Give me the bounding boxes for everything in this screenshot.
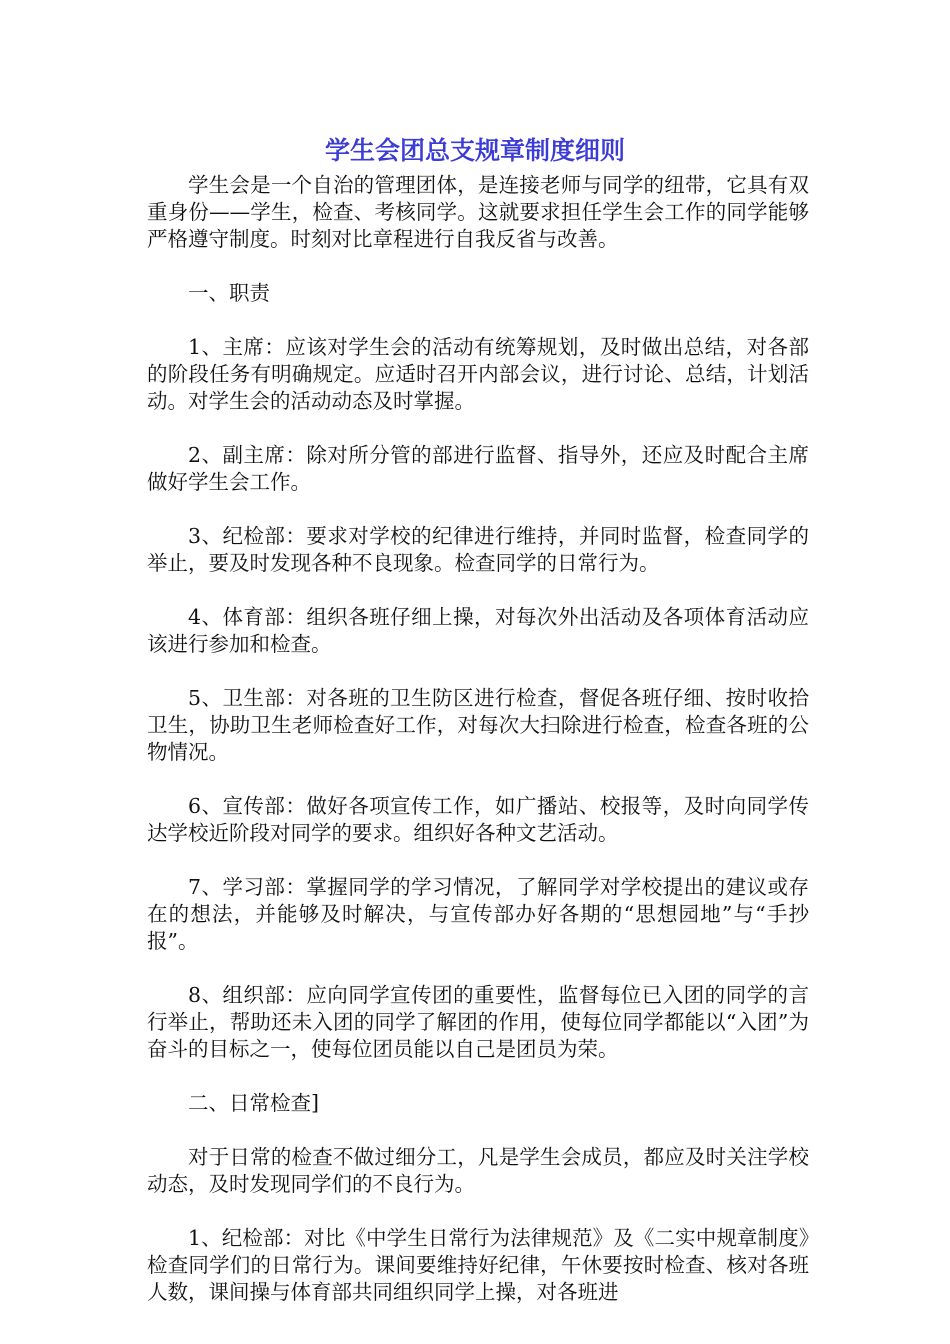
paragraph-publicity-dept: 6、宣传部：做好各项宣传工作，如广播站、校报等，及时向同学传达学校近阶段对同学的要求。组织好各种文艺活动。 [147, 794, 809, 845]
paragraph-study-dept: 7、学习部：掌握同学的学习情况，了解同学对学校提出的建议或存在的想法，并能够及时解决，与宣传部办好各期的“思想园地”与“手抄报”。 [147, 875, 809, 953]
paragraph-daily-inspection-intro: 对于日常的检查不做过细分工，凡是学生会成员，都应及时关注学校动态，及时发现同学们的不良行为。 [147, 1145, 809, 1196]
paragraph-organization-dept: 8、组织部：应向同学宣传团的重要性，监督每位已入团的同学的言行举止，帮助还未入团的同学了解团的作用，使每位同学都能以“入团”为奋斗的目标之一，使每位团员能以自己是团员为荣。 [147, 983, 809, 1061]
intro-paragraph: 学生会是一个自治的管理团体，是连接老师与同学的纽带，它具有双重身份——学生，检查、考核同学。这就要求担任学生会工作的同学能够严格遵守制度。时刻对比章程进行自我反省与改善。 [147, 173, 809, 251]
document-body [147, 172, 809, 1333]
paragraph-discipline-dept: 3、纪检部：要求对学校的纪律进行维持，并同时监督，检查同学的举止，要及时发现各种不良现象。检查同学的日常行为。 [147, 524, 809, 575]
section-heading-duties: 一、职责 [188, 281, 270, 305]
paragraph-vice-chairman: 2、副主席：除对所分管的部进行监督、指导外，还应及时配合主席做好学生会工作。 [147, 443, 809, 494]
paragraph-hygiene-dept: 5、卫生部：对各班的卫生防区进行检查，督促各班仔细、按时收拾卫生，协助卫生老师检查好工作，对每次大扫除进行检查，检查各班的公物情况。 [147, 686, 809, 764]
section-heading-daily-inspection: 二、日常检查] [188, 1091, 319, 1115]
paragraph-chairman: 1、主席：应该对学生会的活动有统筹规划，及时做出总结，对各部的阶段任务有明确规定。应适时召开内部会议，进行讨论、总结，计划活动。对学生会的活动动态及时掌握。 [147, 335, 809, 413]
document-title: 学生会团总支规章制度细则 [324, 136, 625, 165]
paragraph-sports-dept: 4、体育部：组织各班仔细上操，对每次外出活动及各项体育活动应该进行参加和检查。 [147, 605, 809, 656]
paragraph-discipline-inspection: 1、纪检部：对比《中学生日常行为法律规范》及《二实中规章制度》检查同学们的日常行为。课间要维持好纪律，午休要按时检查、核对各班人数，课间操与体育部共同组织同学上操，对各班进 [147, 1226, 809, 1304]
